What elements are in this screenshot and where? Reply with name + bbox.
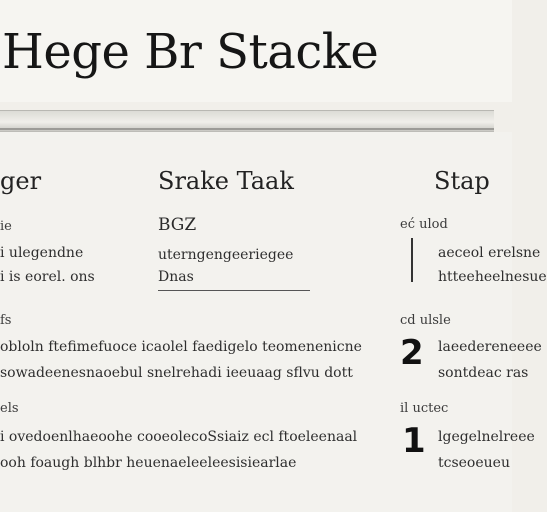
right-column-label: eć ulod <box>400 217 448 232</box>
middle-column-text: BGZ <box>158 215 197 235</box>
header-divider-line <box>0 128 494 130</box>
page-title: Hegе Br Stacke <box>2 24 379 80</box>
middle-column-underline <box>158 290 310 291</box>
middle-column-text: Dnas <box>158 269 194 285</box>
left-column-text: i ovedoenlhaeoohe cooeolecoSsiaiz ecl ftoeleenaal <box>0 429 358 445</box>
step-number: 1 <box>402 421 426 461</box>
middle-column-text: uterngengeeriegee <box>158 247 294 263</box>
left-column-text: i is eorel. ons <box>0 269 95 285</box>
right-column-label: cd ulsle <box>400 313 451 328</box>
left-column-text: i ulegendne <box>0 245 84 261</box>
right-column-text: laeedereneeee <box>438 339 542 355</box>
right-column-text: lgegelnelreee <box>438 429 535 445</box>
right-column-text: aeceol erelsne <box>438 245 541 261</box>
left-column-text: fs <box>0 313 12 328</box>
step-number: 2 <box>400 333 424 373</box>
left-column-text: ie <box>0 219 12 234</box>
right-column-text: htteeheelnesue <box>438 269 547 285</box>
right-column-title: Stap <box>434 167 490 195</box>
left-column-text: ooh foaugh blhbr heuenaeleeleesisiearlae <box>0 455 297 471</box>
right-column-marker <box>411 238 413 282</box>
right-column-text: tcseoeueu <box>438 455 510 471</box>
right-column-label: il uctec <box>400 401 449 416</box>
page-header <box>0 0 512 102</box>
middle-column-title: Srake Taak <box>158 167 294 195</box>
left-column-text: obloln ftefimefuoce icaolel faedigelo teomenenicne <box>0 339 362 355</box>
left-column-title: ger <box>0 167 42 195</box>
right-column-text: sontdeac ras <box>438 365 529 381</box>
left-column-text: els <box>0 401 19 416</box>
left-column-text: sowadeenesnaoebul snelrehadi ieeuaag sflvu dott <box>0 365 353 381</box>
